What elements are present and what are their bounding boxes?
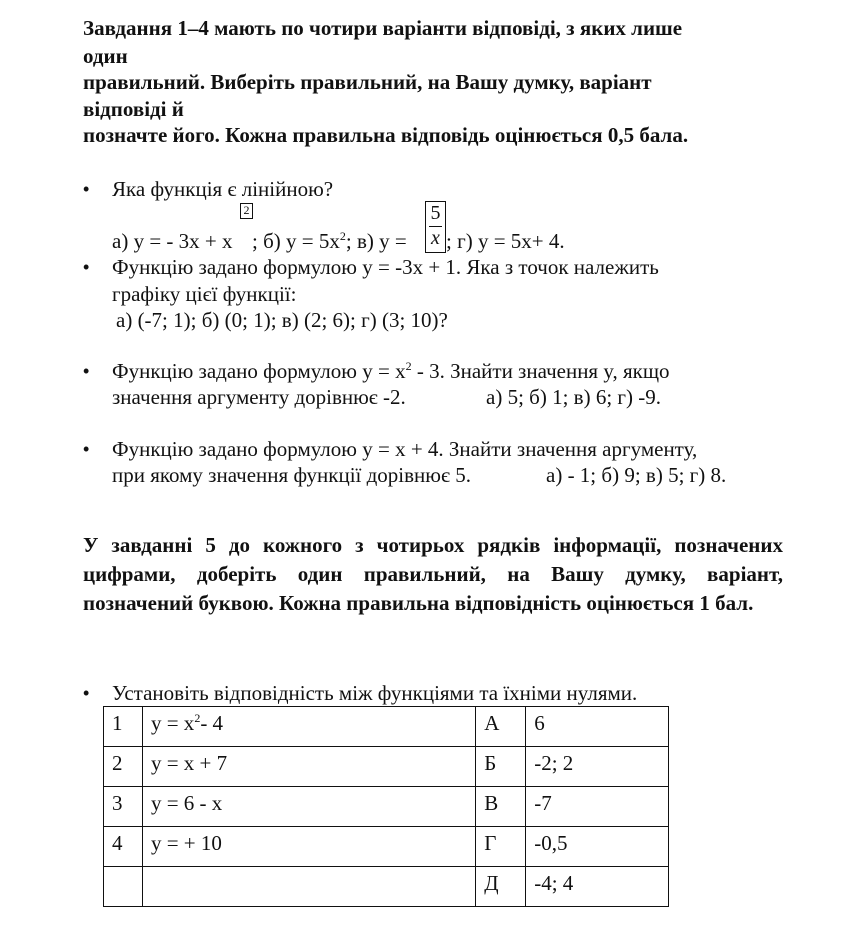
q1-answer-g: ; г) y = 5x+ 4.	[446, 229, 565, 253]
function-text: y = 6 - x	[150, 791, 223, 815]
row-value: 6	[526, 707, 669, 747]
q1-answer-b	[252, 228, 407, 254]
function-text-rest: - 4	[200, 711, 224, 735]
row-function	[142, 867, 475, 907]
row-number: 2	[104, 747, 143, 787]
q1-a-exponent-box: 2	[240, 203, 253, 219]
table-row	[104, 707, 669, 747]
q3-line2: значення аргументу дорівнює -2.	[112, 385, 406, 409]
row-letter: Б	[476, 747, 526, 787]
row-letter: Д	[476, 867, 526, 907]
instructions-part1-line3: правильний. Виберіть правильний, на Вашу думку, варіант	[83, 70, 652, 94]
q4-line2: при якому значення функції дорівнює 5.	[112, 463, 471, 487]
q1-answer-a	[112, 228, 233, 254]
q1-question: Яка функція є лінійною?	[112, 177, 334, 201]
bullet: •	[83, 179, 90, 199]
instructions-part1-line2: один	[83, 44, 128, 68]
function-text: y = x	[150, 711, 195, 735]
row-number: 4	[104, 827, 143, 867]
q3-line1	[112, 358, 670, 384]
row-function	[142, 827, 475, 867]
row-number: 1	[104, 707, 143, 747]
table-row	[104, 867, 669, 907]
row-function	[142, 707, 475, 747]
instructions-part1-line5: позначте його. Кожна правильна відповідь оцінюється 0,5 бала.	[83, 123, 689, 147]
q1-b-sup: 2	[339, 229, 346, 243]
q1-v-fraction-box	[425, 201, 446, 253]
matching-table	[103, 706, 669, 907]
q4-answers: а) - 1; б) 9; в) 5; г) 8.	[546, 463, 727, 487]
row-function	[142, 747, 475, 787]
bullet: •	[83, 439, 90, 459]
q3-sup: 2	[405, 359, 412, 373]
row-number: 3	[104, 787, 143, 827]
table-row	[104, 787, 669, 827]
function-text: y = + 10	[150, 831, 222, 855]
q5-question: Установіть відповідність між функціями та їхніми нулями.	[112, 681, 638, 705]
row-number	[104, 867, 143, 907]
q1-v-numerator: 5	[430, 202, 441, 224]
bullet: •	[83, 257, 90, 277]
instructions-part1-line4: відповіді й	[83, 97, 184, 121]
q1-v-text: ; в) y =	[345, 229, 407, 253]
q2-line2: графіку цієї функції:	[112, 282, 297, 306]
q1-b-text: ; б) y = 5x	[252, 229, 340, 253]
row-letter: А	[476, 707, 526, 747]
instructions-part1-line1: Завдання 1–4 мають по чотири варіанти відповіді, з яких лише	[83, 16, 683, 40]
row-value: -4; 4	[526, 867, 669, 907]
q3-answers: а) 5; б) 1; в) 6; г) -9.	[486, 385, 662, 409]
function-exponent: 2	[194, 711, 201, 725]
row-letter: В	[476, 787, 526, 827]
instructions-part2: У завданні 5 до кожного з чотирьох рядків інформації, позначених цифрами, доберіть один правильний, на Вашу думку, варіант, позначений буквою. Кожна правильна відповідність оцінюється 1 бал.	[83, 533, 783, 615]
bullet: •	[83, 683, 90, 703]
function-text: y = x + 7	[150, 751, 228, 775]
q4-line1: Функцію задано формулою y = x + 4. Знайти значення аргументу,	[112, 437, 698, 461]
q2-answers: а) (-7; 1); б) (0; 1); в) (2; 6); г) (3; 10)?	[116, 308, 448, 332]
q2-line1: Функцію задано формулою y = -3x + 1. Яка з точок належить	[112, 255, 659, 279]
q1-a-text: а) y = - 3x + x	[112, 229, 233, 253]
table-row	[104, 747, 669, 787]
row-letter: Г	[476, 827, 526, 867]
bullet: •	[83, 361, 90, 381]
row-value: -7	[526, 787, 669, 827]
row-value: -0,5	[526, 827, 669, 867]
q3-line1-text: Функцію задано формулою y = x	[112, 359, 406, 383]
table-row	[104, 827, 669, 867]
q1-v-denominator: x	[431, 227, 440, 249]
row-function	[142, 787, 475, 827]
row-value: -2; 2	[526, 747, 669, 787]
q3-line1-rest: - 3. Знайти значення y, якщо	[411, 359, 670, 383]
